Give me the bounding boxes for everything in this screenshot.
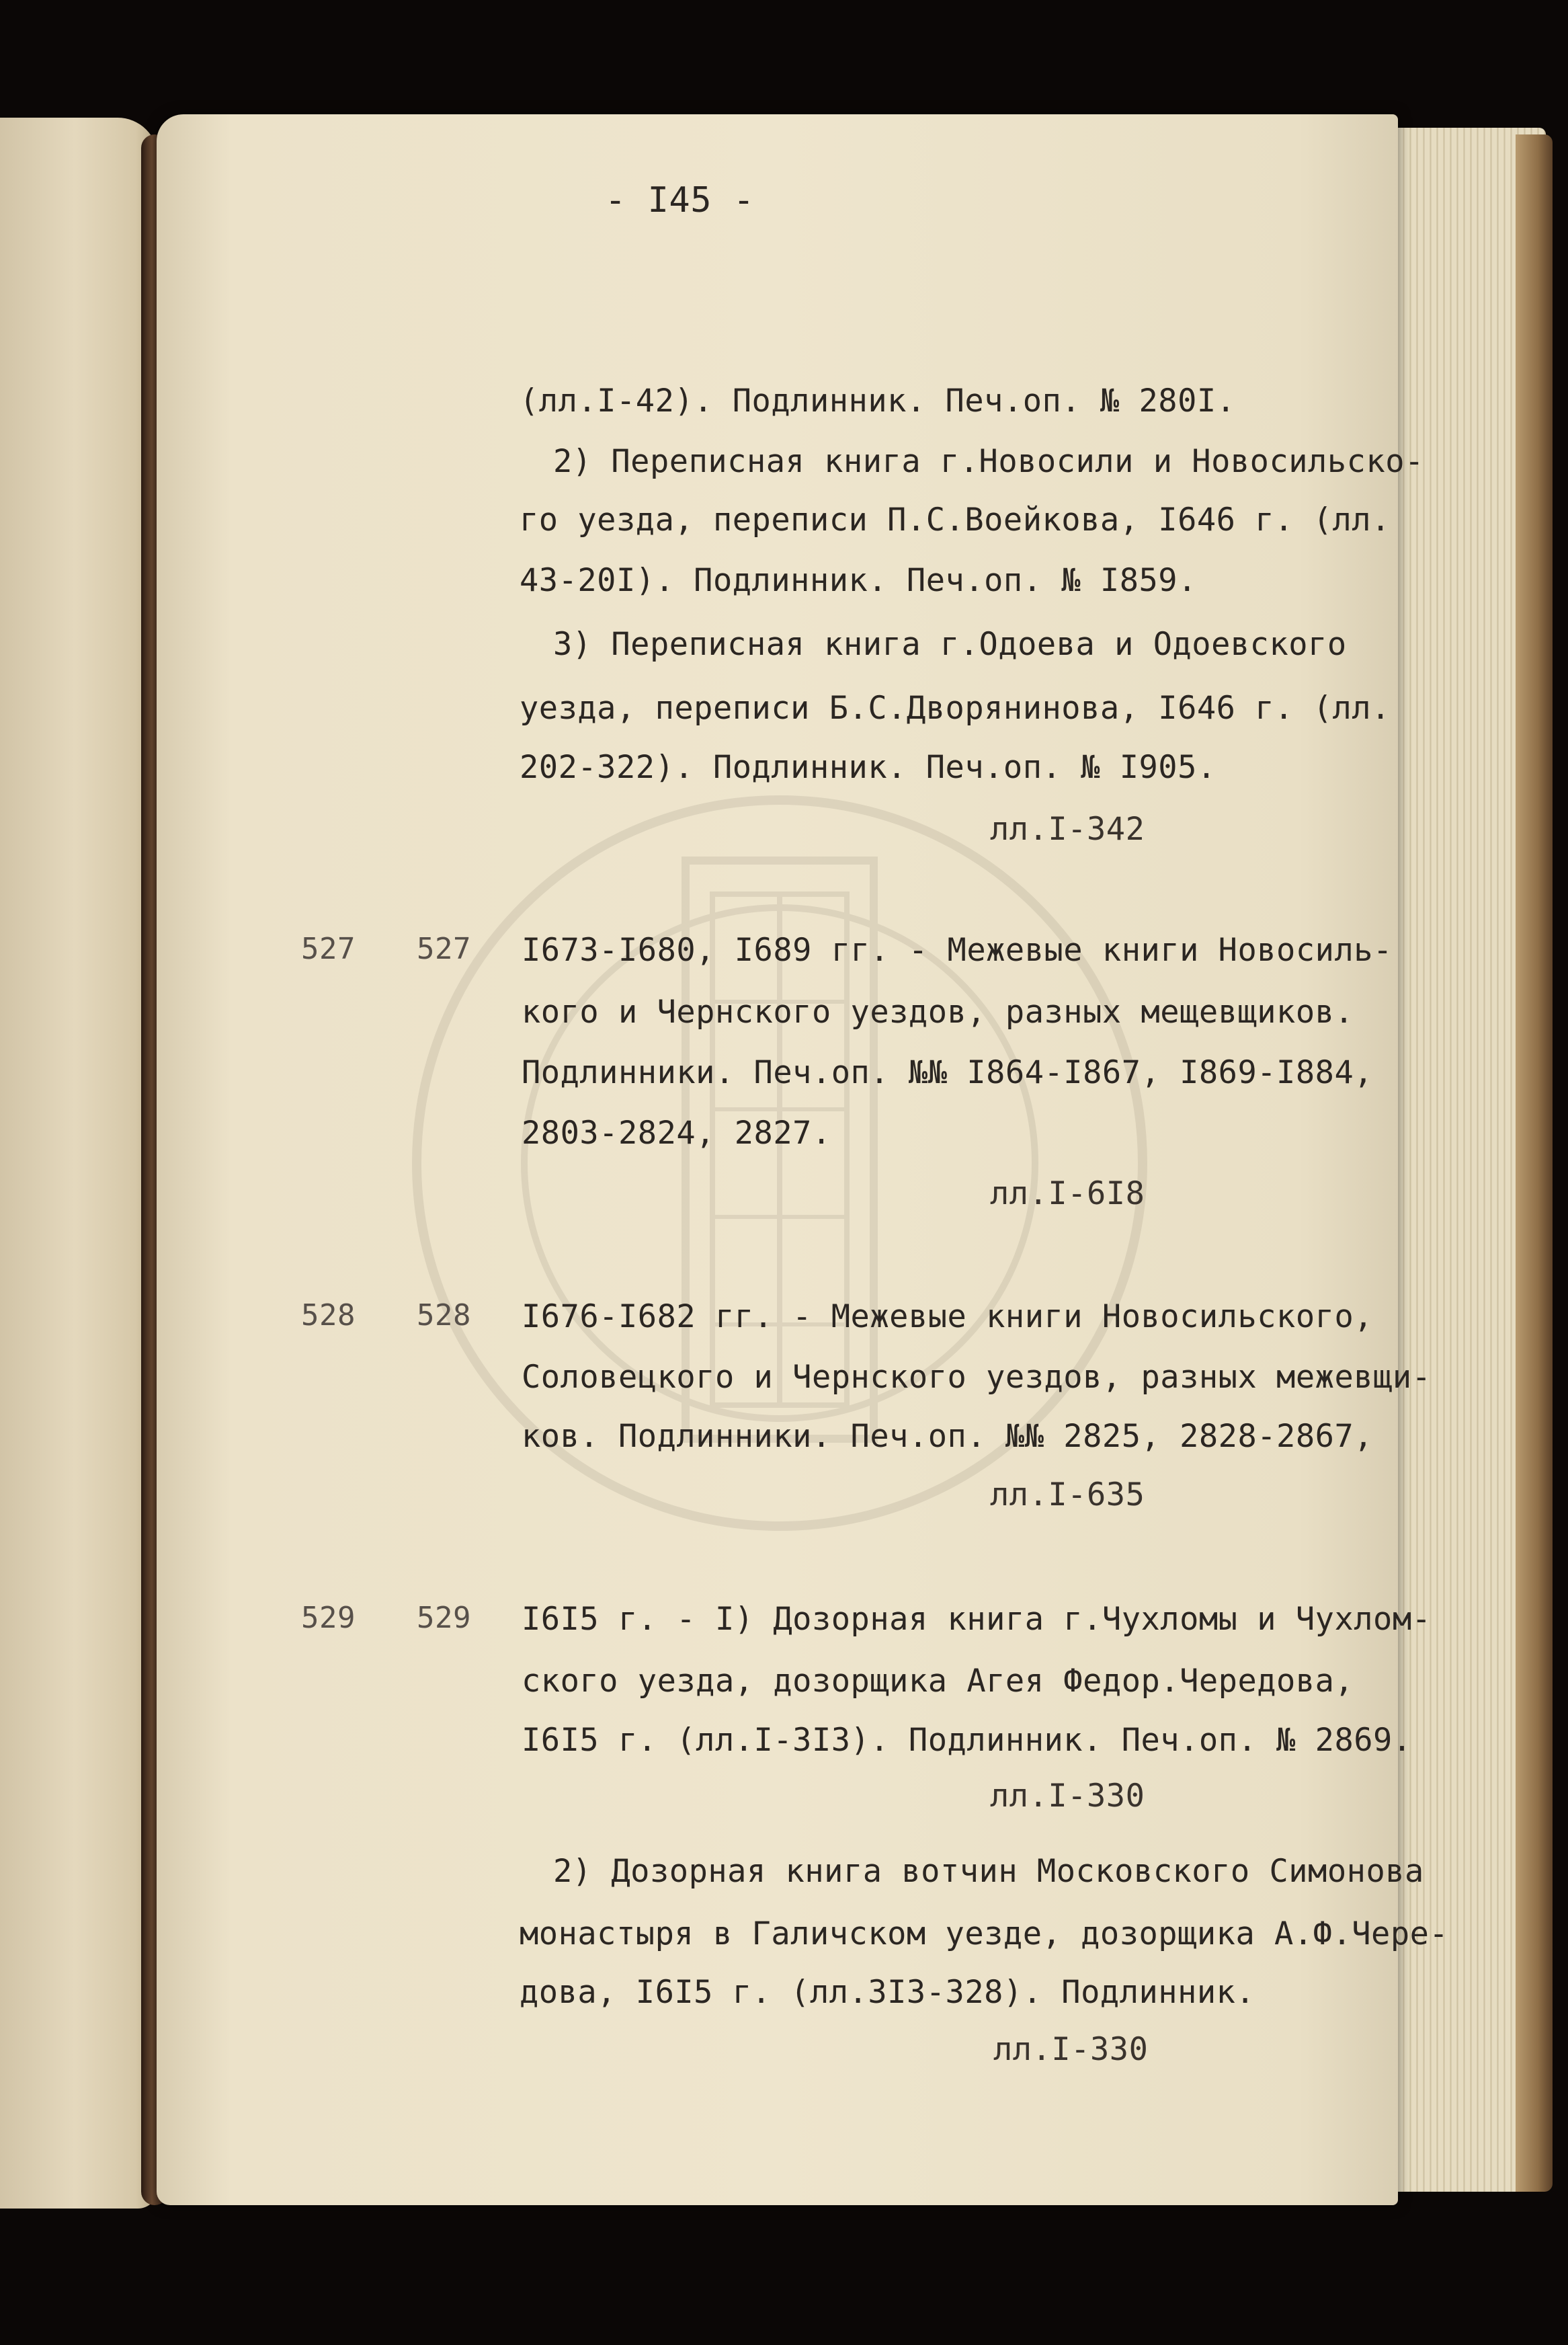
entry-new-number: 527 xyxy=(417,932,471,966)
continuation-line: уезда, переписи Б.С.Дворянинова, I646 г. (лл. xyxy=(520,690,1391,727)
page-number: - I45 - xyxy=(605,180,755,221)
continuation-line: 3) Переписная книга г.Одоева и Одоевского xyxy=(553,626,1347,663)
left-page xyxy=(0,118,158,2209)
sheet-count: лл.I-330 xyxy=(993,2031,1149,2068)
entry-line: I673-I680, I689 гг. - Межевые книги Новосиль- xyxy=(522,932,1393,969)
entry-old-number: 529 xyxy=(301,1601,356,1635)
continuation-line: 202-322). Подлинник. Печ.оп. № I905. xyxy=(520,749,1216,786)
entry-line: I6I5 г. - I) Дозорная книга г.Чухломы и Чухлом- xyxy=(522,1601,1432,1638)
sheet-count: лл.I-330 xyxy=(990,1778,1145,1815)
continuation-line: 2) Переписная книга г.Новосили и Новосильско- xyxy=(553,443,1424,480)
continuation-line: (лл.I-42). Подлинник. Печ.оп. № 280I. xyxy=(520,383,1236,420)
sheet-count: лл.I-635 xyxy=(990,1476,1145,1513)
entry-line: Соловецкого и Чернского уездов, разных межевщи- xyxy=(522,1359,1432,1396)
entry-old-number: 528 xyxy=(301,1298,356,1333)
sheet-count: лл.I-342 xyxy=(990,811,1145,848)
entry-new-number: 529 xyxy=(417,1601,471,1635)
entry-line: I6I5 г. (лл.I-3I3). Подлинник. Печ.оп. № 2869. xyxy=(522,1722,1412,1759)
entry-line: кого и Чернского уездов, разных мещевщиков. xyxy=(522,994,1354,1031)
entry-new-number: 528 xyxy=(417,1298,471,1333)
entry-line: ского уезда, дозорщика Агея Федор.Чередова, xyxy=(522,1663,1354,1700)
sheet-count: лл.I-6I8 xyxy=(990,1175,1145,1212)
cover-edge xyxy=(1516,134,1553,2192)
entry-line: ков. Подлинники. Печ.оп. №№ 2825, 2828-2867, xyxy=(522,1418,1374,1455)
entry-line: 2803-2824, 2827. xyxy=(522,1115,831,1152)
entry-line: Подлинники. Печ.оп. №№ I864-I867, I869-I884, xyxy=(522,1054,1374,1091)
entry-line: I676-I682 гг. - Межевые книги Новосильского, xyxy=(522,1298,1374,1335)
entry-line: монастыря в Галичском уезде, дозорщика А.Ф.Чере- xyxy=(520,1915,1449,1952)
entry-line: дова, I6I5 г. (лл.3I3-328). Подлинник. xyxy=(520,1974,1255,2011)
continuation-line: 43-20I). Подлинник. Печ.оп. № I859. xyxy=(520,562,1197,599)
continuation-line: го уезда, переписи П.С.Воейкова, I646 г. (лл. xyxy=(520,502,1391,539)
entry-line: 2) Дозорная книга вотчин Московского Симонова xyxy=(553,1853,1424,1890)
entry-old-number: 527 xyxy=(301,932,356,966)
